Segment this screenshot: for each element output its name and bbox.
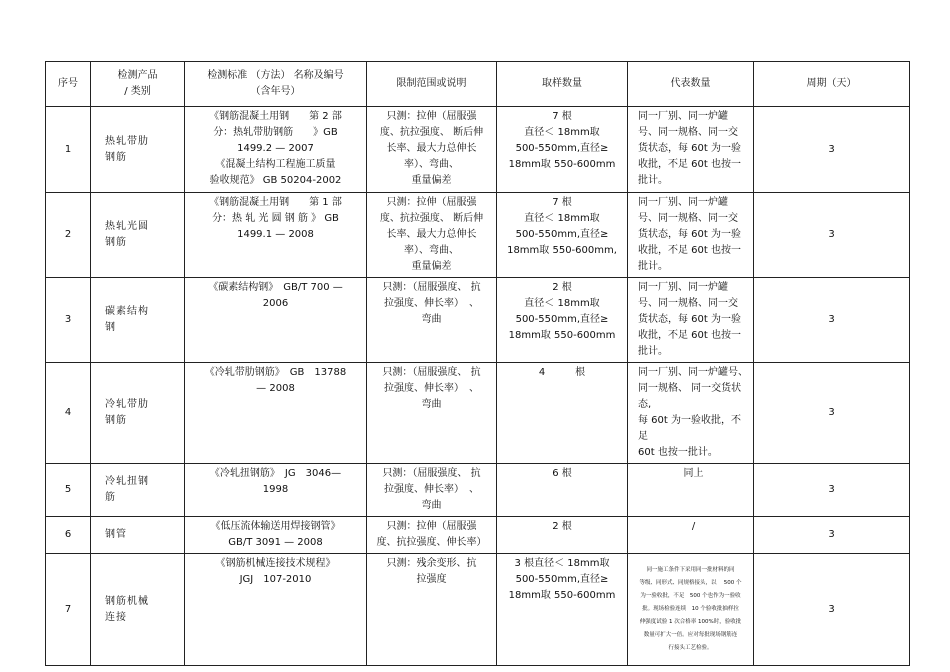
row-represent: 同一厂别、同一炉罐 号、同一规格、同一交 货状态，每 60t 为一验 收批，不足 60t 也按一 批计。 bbox=[628, 278, 754, 363]
row-no: 3 bbox=[46, 278, 91, 363]
table-row bbox=[46, 554, 910, 666]
header-cycle: 周期（天） bbox=[754, 62, 910, 107]
row-no: 6 bbox=[46, 517, 91, 554]
row-product: 冷轧带肋 钢筋 bbox=[91, 363, 185, 464]
header-limit: 限制范围或说明 bbox=[367, 62, 497, 107]
row-cycle: 3 bbox=[754, 517, 910, 554]
row-cycle: 3 bbox=[754, 363, 910, 464]
row-standard: 《冷轧带肋钢筋》 GB 13788 — 2008 bbox=[185, 363, 367, 464]
row-sample: 7 根 直径＜ 18mm取 500-550mm,直径≥ 18mm取 550-600mm, bbox=[497, 193, 628, 278]
row-no: 7 bbox=[46, 554, 91, 666]
table-row bbox=[46, 278, 910, 363]
row-cycle: 3 bbox=[754, 464, 910, 517]
table-row bbox=[46, 363, 910, 464]
row-product: 钢筋机械 连接 bbox=[91, 554, 185, 666]
row-represent: / bbox=[628, 517, 754, 554]
row-standard: 《钢筋机械连接技术规程》 JGJ 107-2010 bbox=[185, 554, 367, 666]
row-no: 5 bbox=[46, 464, 91, 517]
table-row bbox=[46, 517, 910, 554]
row-sample: 4 根 bbox=[497, 363, 628, 464]
row-represent: 同一厂别、同一炉罐号、 同一规格、 同一交货状态, 每 60t 为一验收批，不足 60t 也按一批计。 bbox=[628, 363, 754, 464]
row-represent: 同一施工条件下采用同一批材料的同 等级、同形式、同规格接头，以 500 个 为一验收批，不足 500 个也作为一验收 批。现场检验连续 10 个验收批抽样拉 伸强度试验 1 次合格率 100%时，验收批 数量可扩大一倍。应对每批现场钢筋连 行接头工艺检验。 bbox=[628, 554, 754, 666]
row-limit: 只测：（屈服强度、 抗 拉强度、伸长率） 、 弯曲 bbox=[367, 363, 497, 464]
row-product: 碳素结构 钢 bbox=[91, 278, 185, 363]
table-row bbox=[46, 107, 910, 193]
row-sample: 7 根 直径＜ 18mm取 500-550mm,直径≥ 18mm取 550-600mm bbox=[497, 107, 628, 193]
row-standard: 《碳素结构钢》 GB/T 700 — 2006 bbox=[185, 278, 367, 363]
row-sample: 6 根 bbox=[497, 464, 628, 517]
header-product: 检测产品 / 类别 bbox=[91, 62, 185, 107]
row-limit: 只测：拉伸（屈服强 度、抗拉强度、伸长率） bbox=[367, 517, 497, 554]
table-row bbox=[46, 193, 910, 278]
row-limit: 只测：拉伸（屈服强 度、抗拉强度、 断后伸 长率、最大力总伸长 率）、弯曲、 重量偏差 bbox=[367, 193, 497, 278]
header-standard: 检测标准 （方法） 名称及编号 （含年号） bbox=[185, 62, 367, 107]
row-represent: 同上 bbox=[628, 464, 754, 517]
row-represent: 同一厂别、同一炉罐 号、同一规格、同一交 货状态，每 60t 为一验 收批，不足 60t 也按一 批计。 bbox=[628, 107, 754, 193]
row-product: 热轧带肋 钢筋 bbox=[91, 107, 185, 193]
row-sample: 2 根 直径＜ 18mm取 500-550mm,直径≥ 18mm取 550-600mm bbox=[497, 278, 628, 363]
row-represent: 同一厂别、同一炉罐 号、同一规格、同一交 货状态，每 60t 为一验 收批，不足 60t 也按一 批计。 bbox=[628, 193, 754, 278]
row-no: 4 bbox=[46, 363, 91, 464]
row-standard: 《钢筋混凝土用钢 第 1 部 分：热 轧 光 圆 钢 筋 》 GB 1499.1 — 2008 bbox=[185, 193, 367, 278]
row-sample: 3 根直径＜ 18mm取 500-550mm,直径≥ 18mm取 550-600mm bbox=[497, 554, 628, 666]
row-cycle: 3 bbox=[754, 278, 910, 363]
row-sample: 2 根 bbox=[497, 517, 628, 554]
header-represent: 代表数量 bbox=[628, 62, 754, 107]
testing-standards-table bbox=[45, 61, 910, 666]
row-standard: 《钢筋混凝土用钢 第 2 部 分：热轧带肋钢筋 》GB 1499.2 — 2007 《混凝土结构工程施工质量 验收规范》 GB 50204-2002 bbox=[185, 107, 367, 193]
row-product: 钢管 bbox=[91, 517, 185, 554]
header-no: 序号 bbox=[46, 62, 91, 107]
row-cycle: 3 bbox=[754, 554, 910, 666]
row-cycle: 3 bbox=[754, 193, 910, 278]
header-sample: 取样数量 bbox=[497, 62, 628, 107]
row-limit: 只测：残余变形、抗 拉强度 bbox=[367, 554, 497, 666]
row-limit: 只测：（屈服强度、 抗 拉强度、伸长率） 、 弯曲 bbox=[367, 464, 497, 517]
row-no: 1 bbox=[46, 107, 91, 193]
row-standard: 《低压流体输送用焊接钢管》 GB/T 3091 — 2008 bbox=[185, 517, 367, 554]
row-cycle: 3 bbox=[754, 107, 910, 193]
row-standard: 《冷轧扭钢筋》 JG 3046— 1998 bbox=[185, 464, 367, 517]
row-limit: 只测：（屈服强度、 抗 拉强度、伸长率） 、 弯曲 bbox=[367, 278, 497, 363]
row-no: 2 bbox=[46, 193, 91, 278]
header-row bbox=[46, 62, 910, 107]
row-product: 热轧光圆 钢筋 bbox=[91, 193, 185, 278]
row-limit: 只测：拉伸（屈服强 度、抗拉强度、 断后伸 长率、最大力总伸长 率）、弯曲、 重量偏差 bbox=[367, 107, 497, 193]
table-row bbox=[46, 464, 910, 517]
row-product: 冷轧扭钢 筋 bbox=[91, 464, 185, 517]
